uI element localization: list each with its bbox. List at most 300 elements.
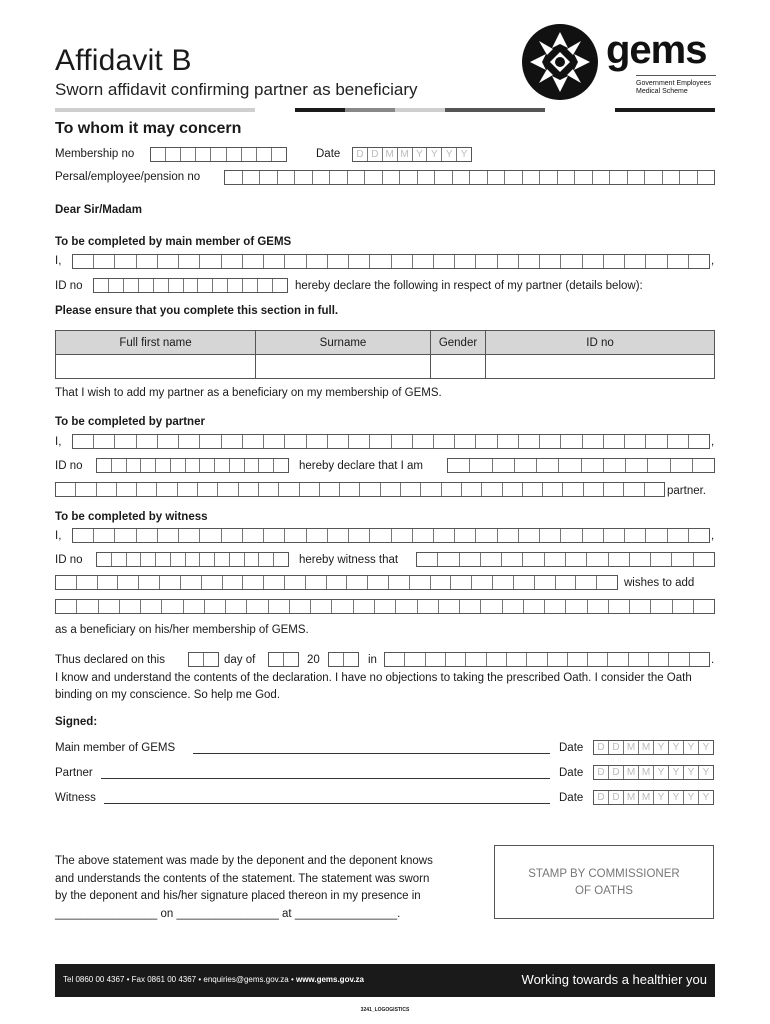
main-member-date-input[interactable] xyxy=(593,740,714,755)
box-cell[interactable] xyxy=(205,600,226,613)
box-cell[interactable] xyxy=(472,576,493,589)
box-cell[interactable] xyxy=(181,148,196,161)
box-cell[interactable] xyxy=(646,435,667,448)
box-cell[interactable] xyxy=(470,459,492,472)
box-cell[interactable] xyxy=(330,171,348,184)
box-cell[interactable] xyxy=(493,459,515,472)
box-cell[interactable] xyxy=(154,279,169,292)
box-cell[interactable]: Y xyxy=(684,741,699,754)
box-cell[interactable] xyxy=(597,576,617,589)
box-cell[interactable]: Y xyxy=(654,741,669,754)
box-cell[interactable] xyxy=(73,255,94,268)
box-cell[interactable]: Y xyxy=(654,766,669,779)
box-cell[interactable] xyxy=(311,600,332,613)
box-cell[interactable] xyxy=(354,600,375,613)
box-cell[interactable] xyxy=(604,483,624,496)
box-cell[interactable] xyxy=(689,435,709,448)
box-cell[interactable] xyxy=(442,483,462,496)
box-cell[interactable] xyxy=(694,600,714,613)
box-cell[interactable] xyxy=(222,255,243,268)
box-cell[interactable] xyxy=(320,483,340,496)
partner-name-input[interactable] xyxy=(72,434,710,449)
witness-signature-line[interactable] xyxy=(104,802,550,804)
witness-date-input[interactable] xyxy=(593,790,714,805)
box-cell[interactable] xyxy=(519,435,540,448)
box-cell[interactable] xyxy=(365,171,383,184)
box-cell[interactable] xyxy=(448,459,470,472)
box-cell[interactable] xyxy=(689,255,709,268)
box-cell[interactable] xyxy=(198,483,218,496)
box-cell[interactable] xyxy=(181,576,202,589)
box-cell[interactable] xyxy=(307,529,328,542)
box-cell[interactable] xyxy=(519,255,540,268)
box-cell[interactable] xyxy=(184,600,205,613)
box-cell[interactable] xyxy=(243,435,264,448)
box-cell[interactable] xyxy=(482,483,502,496)
box-cell[interactable] xyxy=(202,576,223,589)
box-cell[interactable] xyxy=(413,435,434,448)
box-cell[interactable] xyxy=(434,529,455,542)
box-cell[interactable] xyxy=(673,600,694,613)
box-cell[interactable] xyxy=(576,576,597,589)
box-cell[interactable] xyxy=(575,171,593,184)
box-cell[interactable] xyxy=(540,529,561,542)
box-cell[interactable] xyxy=(503,600,524,613)
box-cell[interactable] xyxy=(340,483,360,496)
box-cell[interactable]: Y xyxy=(669,741,684,754)
box-cell[interactable]: M xyxy=(639,791,654,804)
box-cell[interactable] xyxy=(527,653,547,666)
box-cell[interactable] xyxy=(73,529,94,542)
box-cell[interactable] xyxy=(215,553,230,566)
box-cell[interactable] xyxy=(278,171,296,184)
box-cell[interactable] xyxy=(583,255,604,268)
box-cell[interactable] xyxy=(421,483,441,496)
box-cell[interactable]: Y xyxy=(413,148,428,161)
box-cell[interactable]: Y xyxy=(702,767,710,778)
box-cell[interactable] xyxy=(625,435,646,448)
box-cell[interactable] xyxy=(582,459,604,472)
box-cell[interactable] xyxy=(151,148,166,161)
box-cell[interactable] xyxy=(690,653,709,666)
box-cell[interactable] xyxy=(137,529,158,542)
box-cell[interactable] xyxy=(493,576,514,589)
box-cell[interactable] xyxy=(137,435,158,448)
box-cell[interactable] xyxy=(566,600,587,613)
box-cell[interactable] xyxy=(215,459,230,472)
box-cell[interactable] xyxy=(97,459,112,472)
box-cell[interactable] xyxy=(243,255,264,268)
box-cell[interactable] xyxy=(228,279,243,292)
box-cell[interactable] xyxy=(285,529,306,542)
box-cell[interactable] xyxy=(401,483,421,496)
box-cell[interactable] xyxy=(112,553,127,566)
box-cell[interactable] xyxy=(604,255,625,268)
box-cell[interactable] xyxy=(405,653,425,666)
box-cell[interactable] xyxy=(285,576,306,589)
box-cell[interactable] xyxy=(166,148,181,161)
box-cell[interactable] xyxy=(269,600,290,613)
box-cell[interactable]: M xyxy=(383,148,398,161)
place-input[interactable] xyxy=(384,652,710,667)
box-cell[interactable] xyxy=(225,171,243,184)
month-input[interactable] xyxy=(268,652,299,667)
box-cell[interactable]: D xyxy=(353,148,368,161)
box-cell[interactable] xyxy=(109,279,124,292)
box-cell[interactable] xyxy=(171,459,186,472)
box-cell[interactable] xyxy=(498,435,519,448)
box-cell[interactable] xyxy=(344,653,358,666)
box-cell[interactable] xyxy=(476,255,497,268)
box-cell[interactable] xyxy=(137,483,157,496)
box-cell[interactable] xyxy=(223,576,244,589)
box-cell[interactable] xyxy=(127,553,142,566)
box-cell[interactable] xyxy=(466,653,486,666)
box-cell[interactable] xyxy=(97,483,117,496)
box-cell[interactable] xyxy=(413,255,434,268)
box-cell[interactable] xyxy=(583,435,604,448)
date-input[interactable] xyxy=(352,147,472,162)
box-cell[interactable] xyxy=(137,255,158,268)
box-cell[interactable] xyxy=(272,148,286,161)
box-cell[interactable] xyxy=(213,279,228,292)
box-cell[interactable] xyxy=(381,483,401,496)
box-cell[interactable] xyxy=(646,529,667,542)
box-cell[interactable]: Y xyxy=(669,791,684,804)
box-cell[interactable]: M xyxy=(624,741,639,754)
box-cell[interactable] xyxy=(630,600,651,613)
box-cell[interactable] xyxy=(279,483,299,496)
gender-cell[interactable] xyxy=(431,355,486,379)
box-cell[interactable] xyxy=(481,600,502,613)
footer-website-link[interactable]: www.gems.gov.za xyxy=(295,975,364,984)
box-cell[interactable] xyxy=(118,576,139,589)
box-cell[interactable] xyxy=(604,529,625,542)
box-cell[interactable] xyxy=(413,529,434,542)
box-cell[interactable] xyxy=(410,576,431,589)
box-cell[interactable] xyxy=(273,279,287,292)
box-cell[interactable] xyxy=(160,576,181,589)
box-cell[interactable] xyxy=(668,255,689,268)
box-cell[interactable]: Y xyxy=(669,766,684,779)
box-cell[interactable] xyxy=(127,459,142,472)
box-cell[interactable] xyxy=(389,576,410,589)
box-cell[interactable] xyxy=(179,255,200,268)
box-cell[interactable] xyxy=(438,553,459,566)
box-cell[interactable] xyxy=(375,600,396,613)
box-cell[interactable]: D xyxy=(609,741,624,754)
box-cell[interactable] xyxy=(505,171,523,184)
box-cell[interactable] xyxy=(385,653,405,666)
box-cell[interactable] xyxy=(226,600,247,613)
box-cell[interactable] xyxy=(112,459,127,472)
box-cell[interactable] xyxy=(257,148,272,161)
box-cell[interactable] xyxy=(184,279,199,292)
surname-cell[interactable] xyxy=(256,355,431,379)
box-cell[interactable] xyxy=(462,483,482,496)
box-cell[interactable] xyxy=(189,653,204,666)
box-cell[interactable] xyxy=(56,483,76,496)
box-cell[interactable] xyxy=(693,459,714,472)
box-cell[interactable] xyxy=(348,171,366,184)
box-cell[interactable] xyxy=(610,171,628,184)
box-cell[interactable] xyxy=(434,435,455,448)
witness-person-input[interactable] xyxy=(416,552,715,567)
box-cell[interactable] xyxy=(609,553,630,566)
box-cell[interactable] xyxy=(453,171,471,184)
box-cell[interactable] xyxy=(568,653,588,666)
box-cell[interactable] xyxy=(196,148,211,161)
box-cell[interactable] xyxy=(396,600,417,613)
box-cell[interactable] xyxy=(186,553,201,566)
box-cell[interactable] xyxy=(328,435,349,448)
box-cell[interactable] xyxy=(222,435,243,448)
box-cell[interactable] xyxy=(400,171,418,184)
box-cell[interactable] xyxy=(669,653,689,666)
box-cell[interactable] xyxy=(540,171,558,184)
box-cell[interactable] xyxy=(156,553,171,566)
box-cell[interactable] xyxy=(349,435,370,448)
box-cell[interactable] xyxy=(561,255,582,268)
box-cell[interactable] xyxy=(258,279,273,292)
box-cell[interactable] xyxy=(139,279,154,292)
box-cell[interactable] xyxy=(156,459,171,472)
box-cell[interactable]: Y xyxy=(702,742,710,753)
box-cell[interactable] xyxy=(200,529,221,542)
box-cell[interactable] xyxy=(370,255,391,268)
box-cell[interactable] xyxy=(260,171,278,184)
box-cell[interactable] xyxy=(313,171,331,184)
box-cell[interactable] xyxy=(566,553,587,566)
box-cell[interactable] xyxy=(418,600,439,613)
box-cell[interactable] xyxy=(94,255,115,268)
box-cell[interactable] xyxy=(698,171,715,184)
box-cell[interactable] xyxy=(115,435,136,448)
box-cell[interactable] xyxy=(392,529,413,542)
box-cell[interactable] xyxy=(519,529,540,542)
box-cell[interactable] xyxy=(328,529,349,542)
box-cell[interactable] xyxy=(264,255,285,268)
box-cell[interactable] xyxy=(300,483,320,496)
box-cell[interactable] xyxy=(158,435,179,448)
partner-date-input[interactable] xyxy=(593,765,714,780)
box-cell[interactable]: M xyxy=(639,766,654,779)
box-cell[interactable] xyxy=(488,171,506,184)
box-cell[interactable] xyxy=(178,483,198,496)
box-cell[interactable] xyxy=(645,171,663,184)
box-cell[interactable] xyxy=(327,576,348,589)
box-cell[interactable] xyxy=(535,576,556,589)
box-cell[interactable] xyxy=(502,553,523,566)
box-cell[interactable] xyxy=(455,529,476,542)
box-cell[interactable] xyxy=(451,576,472,589)
box-cell[interactable] xyxy=(507,653,527,666)
box-cell[interactable] xyxy=(200,459,215,472)
box-cell[interactable] xyxy=(545,553,566,566)
box-cell[interactable] xyxy=(370,435,391,448)
box-cell[interactable] xyxy=(97,553,112,566)
box-cell[interactable] xyxy=(663,171,681,184)
box-cell[interactable] xyxy=(269,653,284,666)
box-cell[interactable] xyxy=(243,279,258,292)
box-cell[interactable] xyxy=(247,600,268,613)
box-cell[interactable] xyxy=(368,576,389,589)
box-cell[interactable] xyxy=(668,529,689,542)
box-cell[interactable] xyxy=(243,171,261,184)
box-cell[interactable] xyxy=(295,171,313,184)
witness-id-input[interactable] xyxy=(96,552,289,567)
box-cell[interactable] xyxy=(609,600,630,613)
box-cell[interactable] xyxy=(548,653,568,666)
box-cell[interactable] xyxy=(211,148,226,161)
box-cell[interactable] xyxy=(588,600,609,613)
box-cell[interactable] xyxy=(162,600,183,613)
box-cell[interactable] xyxy=(608,653,628,666)
witness-person-input-3[interactable] xyxy=(55,599,715,614)
first-name-cell[interactable] xyxy=(56,355,256,379)
box-cell[interactable] xyxy=(290,600,311,613)
box-cell[interactable] xyxy=(540,255,561,268)
box-cell[interactable] xyxy=(626,459,648,472)
box-cell[interactable]: Y xyxy=(654,791,669,804)
box-cell[interactable]: D xyxy=(594,741,609,754)
box-cell[interactable] xyxy=(94,279,109,292)
box-cell[interactable] xyxy=(328,255,349,268)
box-cell[interactable] xyxy=(455,255,476,268)
box-cell[interactable] xyxy=(94,435,115,448)
box-cell[interactable] xyxy=(460,600,481,613)
box-cell[interactable] xyxy=(563,483,583,496)
box-cell[interactable]: M xyxy=(398,148,413,161)
box-cell[interactable]: M xyxy=(624,766,639,779)
box-cell[interactable] xyxy=(139,576,160,589)
box-cell[interactable] xyxy=(383,171,401,184)
box-cell[interactable] xyxy=(392,435,413,448)
box-cell[interactable] xyxy=(115,529,136,542)
box-cell[interactable] xyxy=(56,576,77,589)
box-cell[interactable] xyxy=(306,576,327,589)
box-cell[interactable] xyxy=(543,483,563,496)
box-cell[interactable] xyxy=(604,435,625,448)
box-cell[interactable] xyxy=(157,483,177,496)
box-cell[interactable] xyxy=(94,529,115,542)
box-cell[interactable] xyxy=(651,600,672,613)
box-cell[interactable] xyxy=(120,600,141,613)
box-cell[interactable] xyxy=(559,459,581,472)
box-cell[interactable]: D xyxy=(594,766,609,779)
box-cell[interactable] xyxy=(169,279,184,292)
box-cell[interactable] xyxy=(524,600,545,613)
box-cell[interactable] xyxy=(537,459,559,472)
box-cell[interactable] xyxy=(200,435,221,448)
box-cell[interactable] xyxy=(243,576,264,589)
box-cell[interactable] xyxy=(523,483,543,496)
box-cell[interactable] xyxy=(476,529,497,542)
box-cell[interactable] xyxy=(198,279,213,292)
partner-of-input[interactable] xyxy=(447,458,715,473)
box-cell[interactable] xyxy=(523,553,544,566)
box-cell[interactable] xyxy=(523,171,541,184)
box-cell[interactable] xyxy=(625,255,646,268)
box-cell[interactable] xyxy=(561,529,582,542)
box-cell[interactable] xyxy=(514,576,535,589)
box-cell[interactable] xyxy=(460,553,481,566)
box-cell[interactable] xyxy=(503,483,523,496)
box-cell[interactable] xyxy=(158,529,179,542)
box-cell[interactable] xyxy=(587,553,608,566)
box-cell[interactable] xyxy=(77,576,98,589)
box-cell[interactable] xyxy=(476,435,497,448)
box-cell[interactable] xyxy=(285,435,306,448)
box-cell[interactable] xyxy=(204,653,218,666)
main-member-name-input[interactable] xyxy=(72,254,710,269)
box-cell[interactable]: D xyxy=(368,148,383,161)
box-cell[interactable] xyxy=(259,553,274,566)
box-cell[interactable] xyxy=(329,653,344,666)
box-cell[interactable] xyxy=(186,459,201,472)
main-member-id-input[interactable] xyxy=(93,278,288,293)
box-cell[interactable]: D xyxy=(609,791,624,804)
witness-person-input-2[interactable] xyxy=(55,575,618,590)
box-cell[interactable]: M xyxy=(624,791,639,804)
box-cell[interactable] xyxy=(625,529,646,542)
box-cell[interactable] xyxy=(230,553,245,566)
box-cell[interactable] xyxy=(230,459,245,472)
box-cell[interactable] xyxy=(498,529,519,542)
partner-id-input[interactable] xyxy=(96,458,289,473)
box-cell[interactable] xyxy=(99,600,120,613)
box-cell[interactable] xyxy=(649,653,669,666)
box-cell[interactable] xyxy=(668,435,689,448)
box-cell[interactable] xyxy=(583,529,604,542)
box-cell[interactable] xyxy=(481,553,502,566)
box-cell[interactable] xyxy=(218,483,238,496)
box-cell[interactable] xyxy=(629,653,649,666)
box-cell[interactable] xyxy=(117,483,137,496)
box-cell[interactable] xyxy=(545,600,566,613)
box-cell[interactable] xyxy=(689,529,709,542)
box-cell[interactable] xyxy=(349,255,370,268)
box-cell[interactable] xyxy=(242,148,257,161)
box-cell[interactable] xyxy=(349,529,370,542)
partner-of-input-2[interactable] xyxy=(55,482,665,497)
box-cell[interactable] xyxy=(284,653,298,666)
box-cell[interactable] xyxy=(645,483,664,496)
box-cell[interactable] xyxy=(285,255,306,268)
box-cell[interactable] xyxy=(694,553,714,566)
box-cell[interactable] xyxy=(179,529,200,542)
box-cell[interactable] xyxy=(498,255,519,268)
box-cell[interactable] xyxy=(418,171,436,184)
box-cell[interactable] xyxy=(515,459,537,472)
box-cell[interactable] xyxy=(115,255,136,268)
box-cell[interactable]: D xyxy=(609,766,624,779)
box-cell[interactable] xyxy=(435,171,453,184)
box-cell[interactable] xyxy=(141,459,156,472)
box-cell[interactable] xyxy=(561,435,582,448)
box-cell[interactable] xyxy=(243,529,264,542)
persal-no-input[interactable] xyxy=(224,170,715,185)
box-cell[interactable] xyxy=(274,553,288,566)
year-input[interactable] xyxy=(328,652,359,667)
membership-no-input[interactable] xyxy=(150,147,287,162)
box-cell[interactable]: Y xyxy=(702,792,710,803)
box-cell[interactable] xyxy=(446,653,466,666)
box-cell[interactable] xyxy=(417,553,438,566)
box-cell[interactable] xyxy=(259,483,279,496)
box-cell[interactable] xyxy=(77,600,98,613)
id-no-cell[interactable] xyxy=(486,355,715,379)
